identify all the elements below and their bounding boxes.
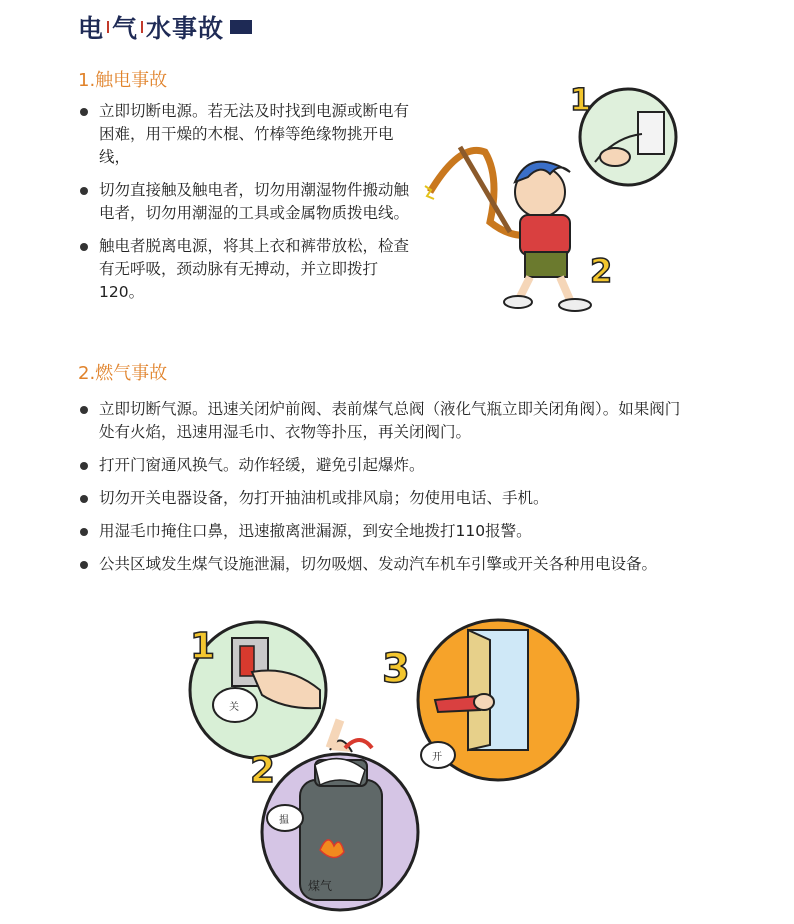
title-separator bbox=[141, 21, 143, 33]
turn-arrow-icon bbox=[345, 740, 372, 748]
page-title bbox=[78, 10, 252, 44]
hand-icon bbox=[600, 148, 630, 166]
section-heading-gas-accident: 2.燃气事故 bbox=[78, 363, 168, 384]
step-number-2: 2 bbox=[250, 750, 276, 791]
list-item: 立即切断电源。若无法及时找到电源或断电有困难，用干燥的木棍、竹棒等绝缘物挑开电线， bbox=[78, 100, 420, 169]
list-item: 触电者脱离电源，将其上衣和裤带放松，检查有无呼吸，颈动脉有无搏动，并立即拨打120。 bbox=[78, 235, 420, 304]
gas-accident-illustration bbox=[180, 600, 580, 916]
title-part-gas: 气 bbox=[112, 14, 139, 43]
title-bar-decoration bbox=[230, 20, 252, 34]
step-number-1: 1 bbox=[570, 83, 591, 118]
electric-shock-list bbox=[78, 100, 420, 314]
list-item: 公共区域发生煤气设施泄漏，切勿吸烟、发动汽车机车引擎或开关各种用电设备。 bbox=[78, 553, 688, 576]
speech-bubble-text: 关 bbox=[229, 702, 239, 713]
speech-bubble-text: 开 bbox=[432, 752, 442, 763]
list-item: 打开门窗通风换气。动作轻缓，避免引起爆炸。 bbox=[78, 454, 688, 477]
list-item: 立即切断气源。迅速关闭炉前阀、表前煤气总阀（液化气瓶立即关闭角阀）。如果阀门处有火焰，迅速用湿毛巾、衣物等扑压，再关闭阀门。 bbox=[78, 398, 688, 444]
list-item: 切勿开关电器设备，勿打开抽油机或排风扇；勿使用电话、手机。 bbox=[78, 487, 688, 510]
title-separator bbox=[107, 21, 109, 33]
speech-bubble-text: 揾 bbox=[279, 815, 289, 826]
title-part-water: 水事故 bbox=[146, 14, 225, 43]
electric-shock-illustration bbox=[420, 82, 680, 322]
step-number-1: 1 bbox=[190, 626, 216, 667]
wall-socket-icon bbox=[638, 112, 664, 154]
step-number-2: 2 bbox=[590, 252, 613, 290]
step-number-3: 3 bbox=[382, 646, 410, 692]
person-shirt bbox=[520, 215, 570, 255]
title-part-electric: 电 bbox=[78, 14, 105, 43]
list-item: 切勿直接触及触电者，切勿用潮湿物件搬动触电者，切勿用潮湿的工具或金属物质拨电线。 bbox=[78, 179, 420, 225]
section-heading-electric-shock: 1.触电事故 bbox=[78, 70, 168, 91]
list-item: 用湿毛巾掩住口鼻，迅速撤离泄漏源，到安全地拨打110报警。 bbox=[78, 520, 688, 543]
cylinder-label: 煤气 bbox=[308, 879, 333, 893]
hand-icon bbox=[474, 694, 494, 710]
gas-accident-list bbox=[78, 398, 688, 586]
